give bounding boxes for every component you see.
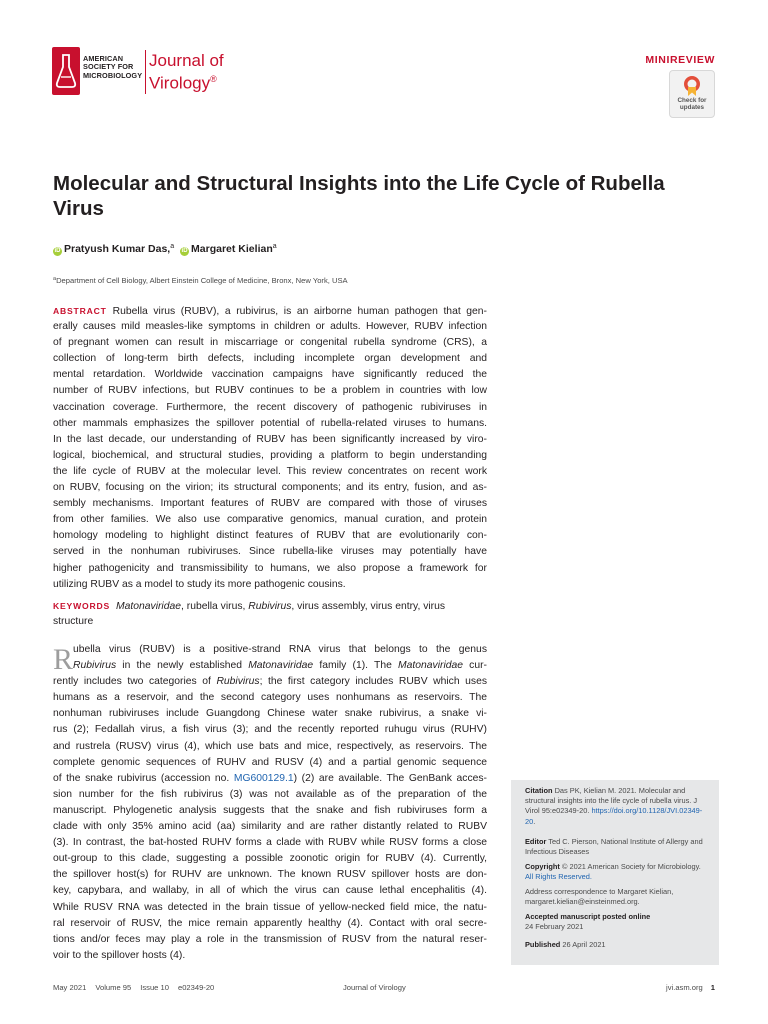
abstract-line: the life cycle of RUBV at the molecular level. This review concentrates on recent work xyxy=(53,465,487,477)
abstract-line: number of RUBV infections, but RUBV continues to be a problem in countries with low xyxy=(53,385,487,397)
intro-line: rently includes two categories of Rubivirus; the first category includes RUBV which uses xyxy=(53,676,487,688)
footer-journal: Journal of Virology xyxy=(343,983,406,992)
logo-divider xyxy=(145,50,146,94)
page-number: 1 xyxy=(710,983,715,992)
copyright-info: Copyright © 2021 American Society for Microbiology. All Rights Reserved. xyxy=(525,862,701,882)
intro-line: of the snake rubivirus (accession no. MG600129.1) (2) are available. The GenBank acces- xyxy=(53,772,487,784)
abstract-line: from other families. We also use comparative genomics, manual curation, and protein xyxy=(53,514,487,526)
abstract xyxy=(53,303,487,593)
intro-line: key, capybara, and wallaby, in all of which the virus can cause lethal encephalitis (4). xyxy=(53,885,487,897)
accession-link[interactable]: MG600129.1 xyxy=(233,772,294,784)
published-info: Published 26 April 2021 xyxy=(525,940,606,949)
article-type-label: MINIREVIEW xyxy=(645,54,715,66)
abstract-line: mental retardation. Worldwide vaccination campaigns have significantly reduced the xyxy=(53,369,487,381)
abstract-line: sembly mechanisms. Important features of RUBV are compared with those of viruses xyxy=(53,498,487,510)
abstract-line: collection of long-term birth defects, including incomplete organ development and xyxy=(53,353,487,365)
intro-line: tions and/or feces may play a role in the transmission of RUSV from the natural reser- xyxy=(53,933,487,945)
intro-line: and rustrela (RUSV) virus (4), which use bats and mice, respectively, as reservoirs. The xyxy=(53,740,487,752)
intro-line: manuscript. Phylogenetic analysis suggests that the snake and fish rubiviruses form a xyxy=(53,804,487,816)
keywords-label: KEYWORDS xyxy=(53,601,111,611)
abstract-line: vaccination coverage. Furthermore, the recent discovery of pathogenic rubiviruses in xyxy=(53,401,487,413)
abstract-line: logical, biochemical, and structural studies, providing a platform to begin understanding xyxy=(53,449,487,461)
orcid-icon[interactable]: iD xyxy=(181,248,188,254)
abstract-line: erally causes mild measles-like symptoms in children or adults. However, RUBV infection xyxy=(53,321,487,333)
intro-line: ral reservoir of RUSV, the mice remain apparently healthy (4). Contact with oral secre- xyxy=(53,917,487,929)
footer-issue-info: May 2021 Volume 95 Issue 10 e02349-20 xyxy=(53,983,215,992)
intro-line: clade with only 35% amino acid (aa) similarity and are rather distantly related to RUBV xyxy=(53,821,487,833)
abstract-line: other mammals emphasizes the spillover potential of rubella-related viruses to humans. xyxy=(53,417,487,429)
abstract-line: of pregnant women can result in miscarriage or congenital rubella syndrome (CRS), a xyxy=(53,337,487,349)
abstract-label: ABSTRACT xyxy=(53,306,107,316)
journal-name: Journal of Virology® xyxy=(149,51,224,93)
abstract-line: utilizing RUBV as a model to study its more pathogenic cousins. xyxy=(53,578,346,590)
abstract-line: served in the nonhuman rubiviruses. Since rubella-like viruses may potentially have xyxy=(53,546,487,558)
correspondence-info: Address correspondence to Margaret Kielian, margaret.kielian@einsteinmed.org. xyxy=(525,887,674,907)
bookmark-ribbon-icon xyxy=(683,75,701,97)
intro-line: While RUSV RNA was detected in the brain tissue of yellow-necked field mice, the natu- xyxy=(53,901,487,913)
footer-page xyxy=(666,983,715,992)
intro-line: the spillover host(s) for RUHV are unknown. The known RUSV spillover hosts are don- xyxy=(53,869,487,881)
abstract-line: In the last decade, our understanding of RUBV has been significantly increased by viro- xyxy=(53,433,487,445)
affiliation: $^a$Department of Cell Biology, Albert Einstein College of Medicine, Bronx, New York, USA xyxy=(53,276,348,285)
author-name[interactable]: Margaret Kielian xyxy=(191,243,273,255)
doi-link[interactable]: https://doi.org/10.1128/JVI.02349-20 xyxy=(525,806,703,826)
rights-link[interactable]: All Rights Reserved. xyxy=(525,872,592,882)
author-list: iD Pratyush Kumar Das,$^a$ iD Margaret Kielian$^a$ xyxy=(54,243,277,255)
abstract-line: on RUBV, focusing on the virion; its structural components; and its entry, fusion, and as- xyxy=(53,482,487,494)
intro-paragraph xyxy=(53,642,487,964)
abstract-line: homology modeling to highlight distinct features of RUBV that are evolutionarily con- xyxy=(53,530,487,542)
intro-line: nonhuman rubiviruses include Guangdong Chinese water snake rubivirus, a snake vi- xyxy=(53,708,487,720)
article-title: Molecular and Structural Insights into the Life Cycle of Rubella Virus xyxy=(53,172,665,220)
accepted-info: Accepted manuscript posted online 24 February 2021 xyxy=(525,912,651,932)
intro-line: sion number for the fish rubivirus (3) was not available as of the preparation of the xyxy=(53,788,487,800)
intro-line: ubella virus (RUBV) is a positive-strand RNA virus that belongs to the genus xyxy=(73,644,487,655)
citation-info: Citation Das PK, Kielian M. 2021. Molecular and structural insights into the life cycle of rubella virus. J Virol 95:e02349-20. https://doi.org/10.1128/JVI.02349-20. xyxy=(525,786,703,826)
asm-flask-icon xyxy=(52,47,80,95)
intro-line: rus (2); Fedallah virus, a fish virus (3); and the recently reported ruhugu virus (RUHV) xyxy=(53,724,487,736)
author-name[interactable]: Pratyush Kumar Das, xyxy=(64,243,171,255)
keywords: KEYWORDS Matonaviridae, rubella virus, Rubivirus, virus assembly, virus entry, virus structure xyxy=(53,601,446,628)
orcid-icon[interactable]: iD xyxy=(54,248,61,254)
journal-logo xyxy=(52,47,252,99)
intro-line: complete genomic sequences of RUHV and RUSV (4) and a partial genomic sequence xyxy=(53,756,487,768)
check-for-updates-button[interactable] xyxy=(669,70,715,118)
drop-cap: R xyxy=(53,643,74,676)
publisher-name: AMERICAN SOCIETY FOR MICROBIOLOGY xyxy=(83,54,143,80)
intro-line: voir to the spillover hosts (4). xyxy=(53,949,186,961)
journal-site-link[interactable]: jvi.asm.org xyxy=(666,983,703,992)
intro-line: (3). In contrast, the bat-hosted RUHV forms a clade with RUBV while RUSV forms a close xyxy=(53,837,487,849)
intro-line: out-group to this clade, suggesting a possible zoonotic origin for RUBV (4). Currently, xyxy=(53,853,487,865)
abstract-line: ABSTRACT Rubella virus (RUBV), a rubivirus, is an airborne human pathogen that gen- xyxy=(53,306,487,317)
abstract-line: higher pathogenicity and transmissibility to humans, we also propose a framework for xyxy=(53,562,487,574)
article-info-box xyxy=(511,780,719,965)
intro-line: humans as a reservoir, and the second category uses nonhumans as reservoirs. The xyxy=(53,692,487,704)
check-for-updates-label: Check for updates xyxy=(677,97,707,111)
editor-info: Editor Ted C. Pierson, National Institute of Allergy and Infectious Diseases xyxy=(525,837,703,857)
intro-line: Rubivirus in the newly established Matonaviridae family (1). The Matonaviridae cur- xyxy=(73,660,487,672)
